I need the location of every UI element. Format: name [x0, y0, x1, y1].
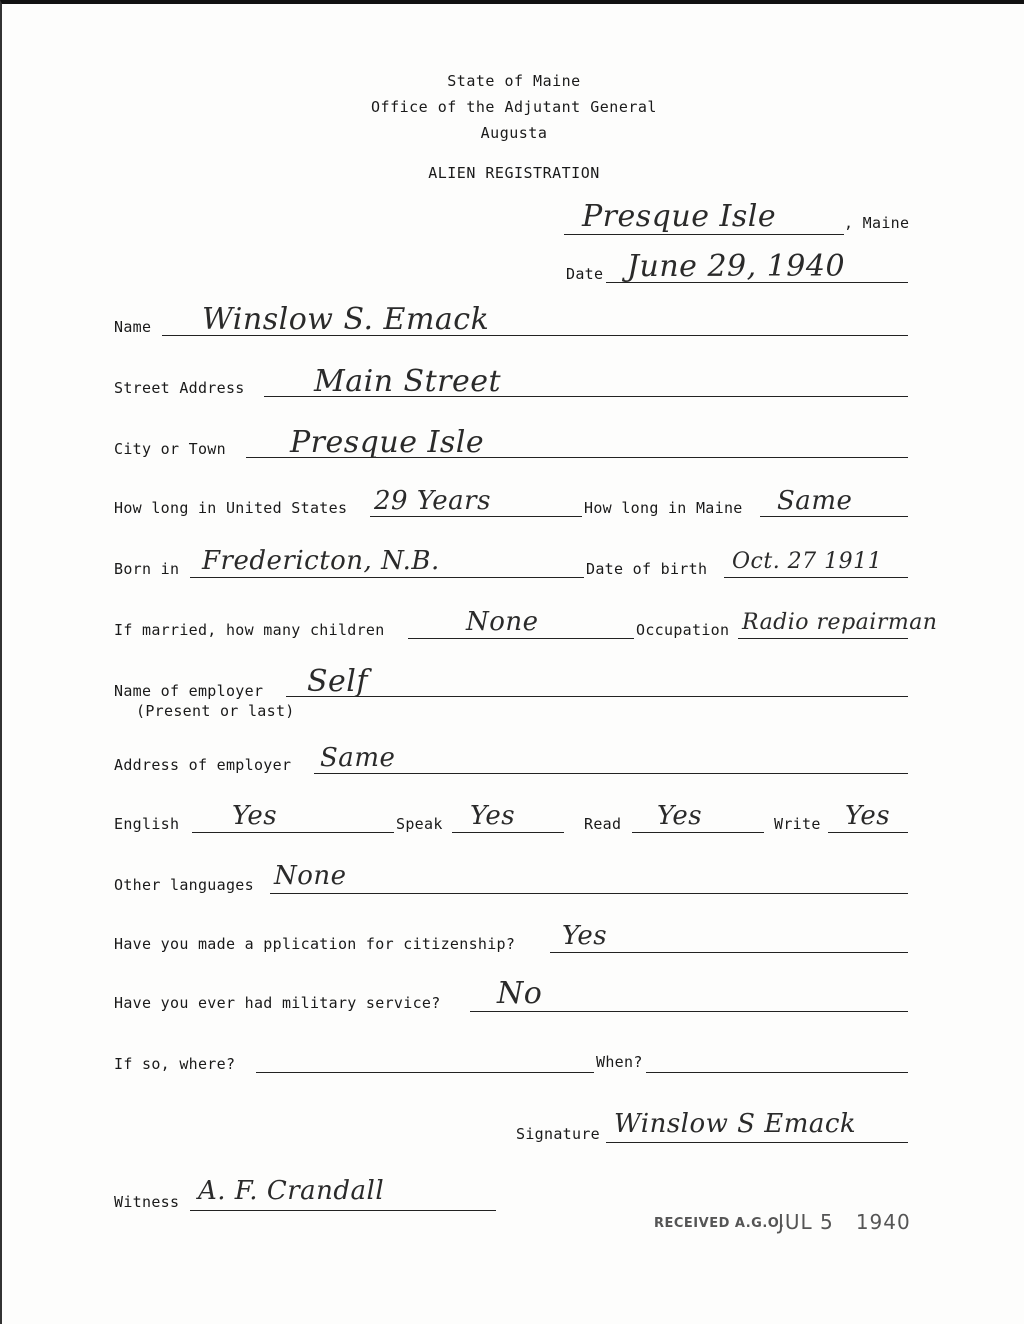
signature-label: Signature: [516, 1125, 600, 1143]
read-value: Yes: [657, 801, 703, 831]
children-label: If married, how many children: [114, 621, 385, 639]
occupation-line: [738, 638, 908, 639]
city-value: Presque Isle: [290, 425, 485, 460]
signature-value: Winslow S Emack: [614, 1109, 857, 1139]
header-state: State of Maine: [447, 72, 581, 90]
place-value: Presque Isle: [582, 199, 777, 234]
where-label: If so, where?: [114, 1055, 236, 1073]
maine-years-value: Same: [777, 486, 853, 516]
when-line: [646, 1072, 908, 1073]
english-label: English: [114, 815, 180, 833]
employer-address-line: [314, 773, 908, 774]
maine-years-line: [760, 516, 908, 517]
occupation-label: Occupation: [636, 621, 730, 639]
dob-label: Date of birth: [586, 560, 708, 578]
other-languages-label: Other languages: [114, 876, 254, 894]
children-line: [408, 638, 634, 639]
street-value: Main Street: [314, 364, 502, 399]
citizenship-label: Have you made a pplication for citizenship?: [114, 935, 516, 953]
name-label: Name: [114, 318, 152, 336]
children-value: None: [466, 607, 539, 637]
read-label: Read: [584, 815, 622, 833]
street-label: Street Address: [114, 379, 245, 397]
employer-address-value: Same: [320, 743, 396, 773]
other-languages-value: None: [274, 861, 347, 891]
speak-line: [452, 832, 564, 833]
born-value: Fredericton, N.B.: [202, 546, 440, 576]
citizenship-value: Yes: [562, 921, 608, 951]
military-label: Have you ever had military service?: [114, 994, 441, 1012]
signature-line: [606, 1142, 908, 1143]
military-line: [470, 1011, 908, 1012]
us-years-value: 29 Years: [374, 486, 491, 516]
occupation-value: Radio repairman: [742, 610, 938, 635]
where-line: [256, 1072, 594, 1073]
received-stamp-date: JUL 5 1940: [778, 1210, 911, 1234]
form-title: ALIEN REGISTRATION: [428, 164, 600, 182]
english-line: [192, 832, 394, 833]
maine-years-label: How long in Maine: [584, 499, 743, 517]
speak-label: Speak: [396, 815, 443, 833]
employer-line: [286, 696, 908, 697]
employer-label: Name of employer: [114, 682, 264, 700]
write-line: [828, 832, 908, 833]
received-stamp-label: RECEIVED A.G.O.: [654, 1216, 785, 1231]
name-value: Winslow S. Emack: [202, 302, 490, 337]
employer-address-label: Address of employer: [114, 756, 292, 774]
write-value: Yes: [845, 801, 891, 831]
dob-line: [724, 577, 908, 578]
date-label: Date: [566, 265, 604, 283]
city-label: City or Town: [114, 440, 226, 458]
dob-value: Oct. 27 1911: [732, 549, 883, 574]
place-line: [564, 234, 844, 235]
english-value: Yes: [232, 801, 278, 831]
header-city: Augusta: [480, 124, 548, 142]
header-office: Office of the Adjutant General: [371, 98, 657, 116]
date-value: June 29, 1940: [627, 249, 846, 284]
born-label: Born in: [114, 560, 180, 578]
employer-value: Self: [307, 664, 369, 699]
employer-sublabel: (Present or last): [136, 702, 295, 720]
witness-line: [190, 1210, 496, 1211]
us-years-label: How long in United States: [114, 499, 348, 517]
military-value: No: [497, 976, 543, 1011]
citizenship-line: [550, 952, 908, 953]
us-years-line: [370, 516, 582, 517]
born-line: [190, 577, 584, 578]
speak-value: Yes: [470, 801, 516, 831]
read-line: [632, 832, 764, 833]
when-label: When?: [596, 1053, 643, 1071]
place-suffix: , Maine: [844, 214, 910, 232]
witness-label: Witness: [114, 1193, 180, 1211]
witness-value: A. F. Crandall: [198, 1176, 385, 1206]
other-languages-line: [270, 893, 908, 894]
write-label: Write: [774, 815, 821, 833]
